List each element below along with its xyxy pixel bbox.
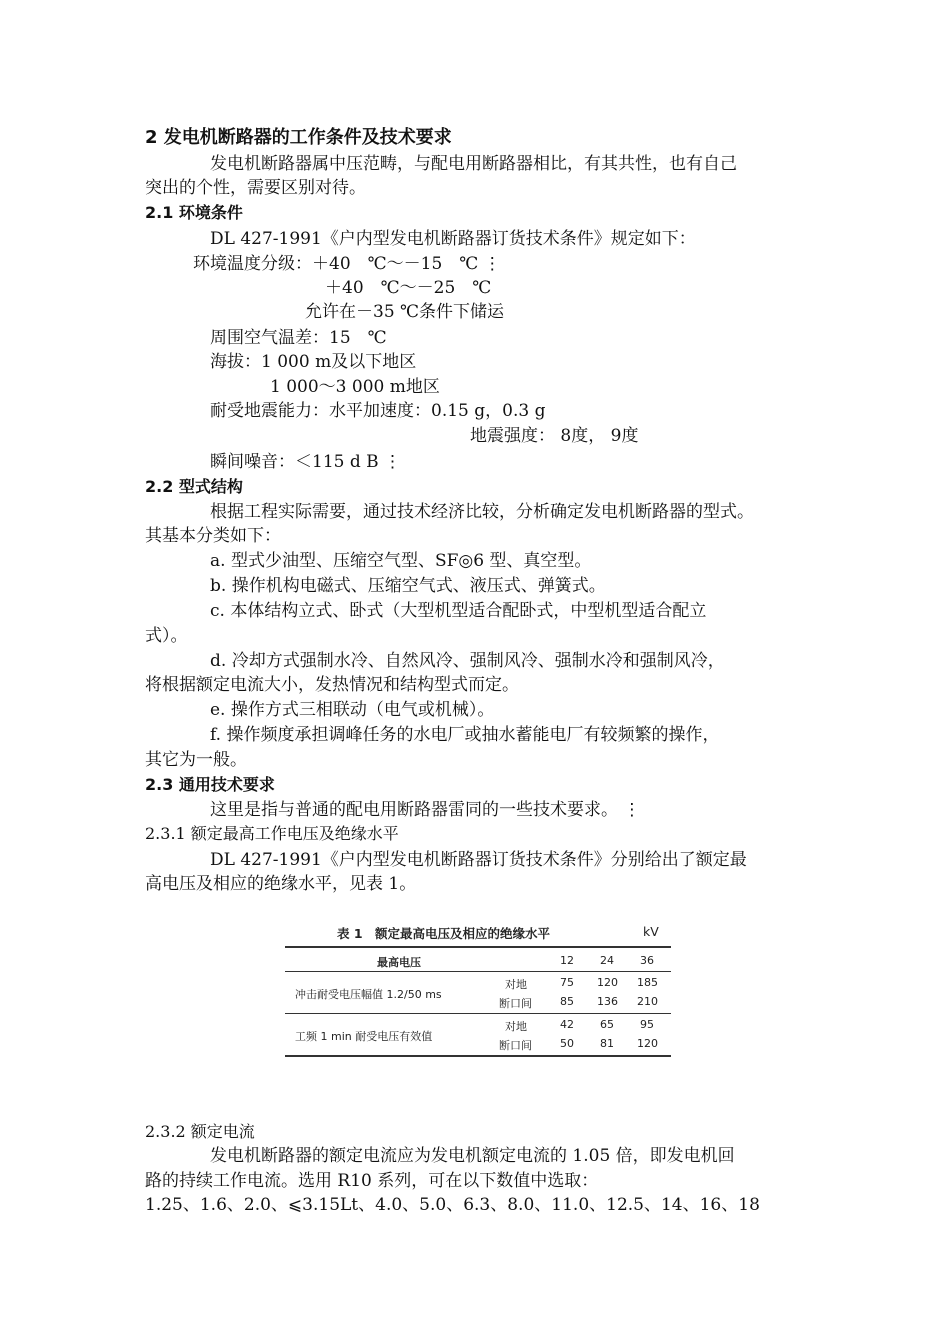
paragraph-line: 式）。: [145, 626, 188, 646]
table-cell: 65: [600, 1018, 614, 1031]
paragraph-line: 1.25、1.6、2.0、⩽3.15Lt、4.0、5.0、6.3、8.0、11.0、12.5、14、16、18: [145, 1195, 760, 1215]
table-cell: 210: [637, 995, 658, 1008]
table-cell: 81: [600, 1037, 614, 1050]
table-cell: 120: [597, 976, 618, 989]
table-cell: 136: [597, 995, 618, 1008]
section-heading: 2 发电机断路器的工作条件及技术要求: [145, 127, 452, 148]
paragraph-line: 高电压及相应的绝缘水平，见表 1。: [145, 874, 417, 894]
subsection-heading: 2.1 环境条件: [145, 203, 243, 222]
paragraph-line: 路的持续工作电流。选用 R10 系列，可在以下数值中选取：: [145, 1171, 599, 1191]
table-cell: 185: [637, 976, 658, 989]
list-item: c. 本体结构立式、卧式（大型机型适合配卧式，中型机型适合配立: [210, 601, 707, 621]
table-cell: 50: [560, 1037, 574, 1050]
table-cell: 断口间: [499, 997, 532, 1010]
table-cell: 42: [560, 1018, 574, 1031]
list-item: a. 型式少油型、压缩空气型、SF◎6 型、真空型。: [210, 551, 592, 571]
table-header-label: 最高电压: [377, 956, 421, 969]
paragraph-line: 发电机断路器的额定电流应为发电机额定电流的 1.05 倍，即发电机回: [210, 1146, 735, 1166]
list-item: e. 操作方式三相联动（电气或机械）。: [210, 700, 495, 720]
paragraph-line: 其基本分类如下：: [145, 526, 281, 546]
paragraph-line: ＋40 ℃～－25 ℃: [325, 278, 492, 298]
table-cell: 断口间: [499, 1039, 532, 1052]
paragraph-line: 将根据额定电流大小，发热情况和结构型式而定。: [145, 675, 519, 695]
table-cell: 对地: [505, 1020, 527, 1033]
table-cell: 75: [560, 976, 574, 989]
paragraph-line: 允许在－35 ℃条件下储运: [305, 302, 505, 322]
paragraph-line: 地震强度： 8度， 9度: [470, 426, 639, 446]
table-cell: 85: [560, 995, 574, 1008]
paragraph-line: 海拔：1 000 m及以下地区: [210, 352, 417, 372]
table-rule: [285, 1013, 671, 1014]
paragraph-line: 1 000～3 000 m地区: [270, 377, 440, 397]
paragraph-line: 根据工程实际需要，通过技术经济比较，分析确定发电机断路器的型式。: [210, 502, 754, 522]
subsubsection-heading: 2.3.2 额定电流: [145, 1122, 255, 1141]
table-cell: 120: [637, 1037, 658, 1050]
table-unit: kV: [643, 924, 659, 939]
table-row-label: 冲击耐受电压幅值 1.2/50 ms: [295, 988, 442, 1001]
paragraph-line: 发电机断路器属中压范畴，与配电用断路器相比，有其共性，也有自己: [210, 154, 737, 174]
table-rule: [285, 946, 671, 948]
table-rule: [285, 1055, 671, 1057]
paragraph-line: DL 427-1991《户内型发电机断路器订货技术条件》分别给出了额定最: [210, 850, 747, 870]
insulation-table: [285, 918, 671, 1058]
paragraph-line: 这里是指与普通的配电用断路器雷同的一些技术要求。 ⋮: [210, 800, 641, 820]
table-rule: [285, 971, 671, 972]
paragraph-line: 突出的个性，需要区别对待。: [145, 178, 366, 198]
subsection-heading: 2.3 通用技术要求: [145, 775, 275, 794]
subsection-heading: 2.2 型式结构: [145, 477, 243, 496]
subsubsection-heading: 2.3.1 额定最高工作电压及绝缘水平: [145, 824, 399, 843]
table-row-label: 工频 1 min 耐受电压有效值: [295, 1030, 433, 1043]
paragraph-line: 周围空气温差：15 ℃: [210, 328, 387, 348]
table-header-cell: 36: [640, 954, 654, 967]
table-header-cell: 24: [600, 954, 614, 967]
table-header-cell: 12: [560, 954, 574, 967]
paragraph-line: 耐受地震能力：水平加速度：0.15 g，0.3 g: [210, 401, 546, 421]
list-item: d. 冷却方式强制水冷、自然风冷、强制风冷、强制水冷和强制风冷，: [210, 651, 725, 671]
paragraph-line: 瞬间噪音：＜115 d B ⋮: [210, 452, 402, 472]
table-cell: 95: [640, 1018, 654, 1031]
paragraph-line: 其它为一般。: [145, 750, 247, 770]
table-cell: 对地: [505, 978, 527, 991]
list-item: b. 操作机构电磁式、压缩空气式、液压式、弹簧式。: [210, 576, 606, 596]
table-caption: 表 1 额定最高电压及相应的绝缘水平: [337, 926, 551, 941]
paragraph-line: DL 427-1991《户内型发电机断路器订货技术条件》规定如下：: [210, 229, 696, 249]
list-item: f. 操作频度承担调峰任务的水电厂或抽水蓄能电厂有较频繁的操作，: [210, 725, 720, 745]
paragraph-line: 环境温度分级：＋40 ℃～－15 ℃ ⋮: [193, 254, 501, 274]
